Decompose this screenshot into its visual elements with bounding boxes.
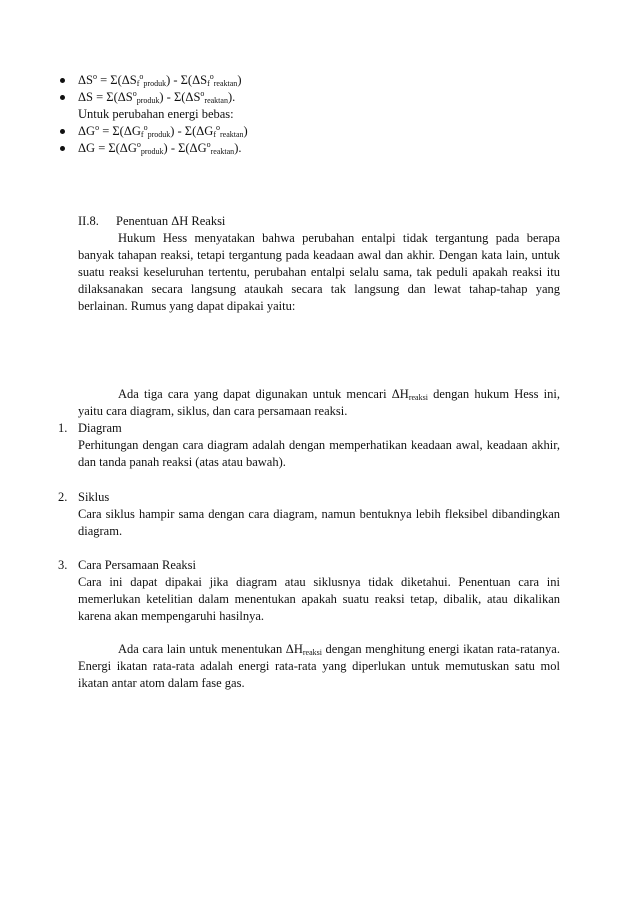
list-item-siklus (58, 489, 560, 540)
list-body: Cara ini dapat dipakai jika diagram atau siklusnya tidak diketahui. Penentuan cara ini memerlukan ketelitian dalam menentukan apakah suatu reaksi tetap, dibalik, atau dikalikan karena akan mempengaruhi hasilnya. (78, 575, 560, 623)
formula-list (58, 72, 578, 157)
bullet-icon (60, 95, 65, 100)
methods-intro-paragraph: Ada tiga cara yang dapat digunakan untuk mencari $\Delta H_{reaksi}$ dengan hukum Hess ini, yaitu cara diagram, siklus, dan cara persamaan reaksi. (78, 387, 560, 418)
bullet-icon (60, 78, 65, 83)
list-body: Perhitungan dengan cara diagram adalah dengan memperhatikan keadaan awal, keadaan akhir, dan tanda panah reaksi (atas atau bawah). (78, 438, 560, 469)
list-title: Siklus (78, 490, 110, 504)
list-item-diagram (58, 420, 560, 471)
formula-entropy-standard: $\Delta S^o = \Sigma(\Delta S_f^o_{produk}) - \Sigma(\Delta S_f^o_{reaktan})$ (58, 72, 578, 89)
formula-entropy: $\Delta S = \Sigma(\Delta S^o_{produk}) - \Sigma(\Delta S^o_{reaktan})$. (58, 89, 578, 106)
free-energy-note: Untuk perubahan energi bebas: (78, 107, 234, 121)
bond-energy-paragraph: Ada cara lain untuk menentukan $\Delta H_{reaksi}$ dengan menghitung energi ikatan rata-ratanya. Energi ikatan rata-rata adalah energi rata-rata yang diperlukan untuk memutuskan satu mol ikatan antar atom dalam fase gas. (78, 642, 560, 690)
section-number: II.8. (78, 214, 99, 228)
list-number: 2. (58, 490, 68, 504)
section-title: Penentuan ΔH Reaksi (116, 214, 226, 228)
list-number: 3. (58, 558, 68, 572)
bullet-icon (60, 146, 65, 151)
section-heading (78, 213, 560, 230)
hess-law-paragraph: Hukum Hess menyatakan bahwa perubahan entalpi tidak tergantung pada berapa banyak tahapan reaksi, tetapi tergantung pada keadaan awal dan akhir. Dengan kata lain, untuk suatu reaksi keseluruhan tertentu, perubahan entalpi selalu sama, tak peduli apakah reaksi itu dilaksanakan secara langsung ataukah secara tak langsung dan lewat tahap-tahap yang berlainan. Rumus yang dapat dipakai yaitu: (78, 231, 560, 313)
list-number: 1. (58, 421, 68, 435)
formula-free-energy: $\Delta G = \Sigma(\Delta G^o_{produk}) - \Sigma(\Delta G^o_{reaktan})$. (58, 140, 578, 157)
formula-free-energy-standard: $\Delta G^o = \Sigma(\Delta G_f^o_{produk}) - \Sigma(\Delta G_f^o_{reaktan})$ (58, 123, 578, 140)
list-item-persamaan-reaksi (58, 557, 560, 625)
bullet-icon (60, 129, 65, 134)
list-title: Diagram (78, 421, 122, 435)
list-title: Cara Persamaan Reaksi (78, 558, 197, 572)
list-body: Cara siklus hampir sama dengan cara diagram, namun bentuknya lebih fleksibel dibandingkan diagram. (78, 507, 560, 538)
